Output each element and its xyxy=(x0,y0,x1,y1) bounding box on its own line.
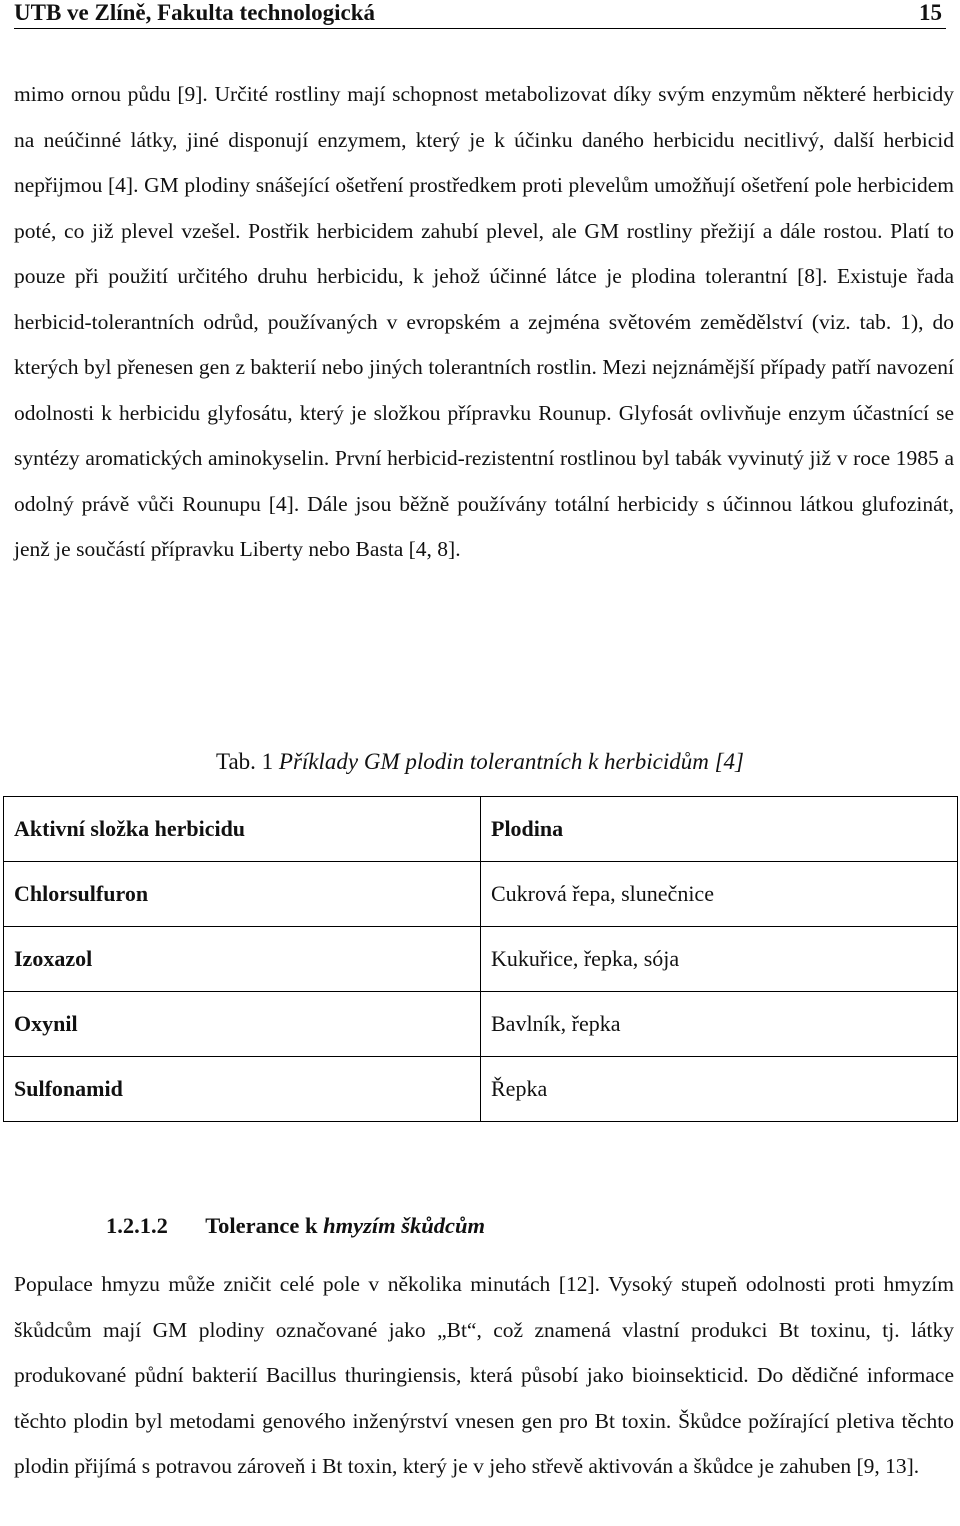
table-row xyxy=(4,1057,958,1122)
table-cell-herbicide: Chlorsulfuron xyxy=(4,862,481,927)
page-number: 15 xyxy=(919,0,942,25)
table-row xyxy=(4,992,958,1057)
table-cell-herbicide: Oxynil xyxy=(4,992,481,1057)
table-cell-crop: Cukrová řepa, slunečnice xyxy=(481,862,958,927)
table-cell-crop: Kukuřice, řepka, sója xyxy=(481,927,958,992)
section-title-prefix: Tolerance k xyxy=(205,1213,318,1238)
section-title-italic: hmyzím škůdcům xyxy=(323,1213,486,1238)
table-row xyxy=(4,927,958,992)
body-paragraph-2: Populace hmyzu může zničit celé pole v několika minutách [12]. Vysoký stupeň odolnosti proti hmyzím škůdcům mají GM plodiny označované jako „Bt“, což znamená vlastní produkci Bt toxinu, tj. látky produkované půdní bakterií Bacillus thuringiensis, která působí jako bioinsekticid. Do dědičné informace těchto plodin byl metodami genového inženýrství vnesen gen pro Bt toxin. Škůdce požírající pletiva těchto plodin přijímá s potravou zároveň i Bt toxin, který je v jeho střevě aktivován a škůdce je zahuben [9, 13]. xyxy=(14,1272,954,1478)
table-caption-label: Tab. 1 xyxy=(216,749,274,774)
table-caption-title: Příklady GM plodin tolerantních k herbicidům [4] xyxy=(278,749,744,774)
table-cell-herbicide: Sulfonamid xyxy=(4,1057,481,1122)
page-header xyxy=(14,0,946,29)
section-number: 1.2.1.2 xyxy=(106,1213,168,1238)
table-header-row xyxy=(4,797,958,862)
table-cell-crop: Bavlník, řepka xyxy=(481,992,958,1057)
table-cell-crop: Řepka xyxy=(481,1057,958,1122)
header-title: UTB ve Zlíně, Fakulta technologická xyxy=(14,0,375,25)
body-paragraph-1: mimo ornou půdu [9]. Určité rostliny mají schopnost metabolizovat díky svým enzymům některé herbicidy na neúčinné látky, jiné disponují enzymem, který je k účinku daného herbicidu necitlivý, další herbicid nepřijmou [4]. GM plodiny snášející ošetření prostředkem proti plevelům umožňují ošetření pole herbicidem poté, co již plevel vzešel. Postřik herbicidem zahubí plevel, ale GM rostliny přežijí a dále rostou. Platí to pouze při použití určitého druhu herbicidu, k jehož účinné látce je plodina tolerantní [8]. Existuje řada herbicid-tolerantních odrůd, používaných v evropském a zejména světovém zemědělství (viz. tab. 1), do kterých byl přenesen gen z bakterií nebo jiných tolerantních rostlin. Mezi nejznámější případy patří navození odolnosti k herbicidu glyfosátu, který je složkou přípravku Rounup. Glyfosát ovlivňuje enzym účastnící se syntézy aromatických aminokyselin. První herbicid-rezistentní rostlinou byl tabák vyvinutý již v roce 1985 a odolný právě vůči Rounupu [4]. Dále jsou běžně používány totální herbicidy s účinnou látkou glufozinát, jenž je součástí přípravku Liberty nebo Basta [4, 8]. xyxy=(14,82,954,561)
table-header-cell: Plodina xyxy=(481,797,958,862)
table-row xyxy=(4,862,958,927)
table-cell-herbicide: Izoxazol xyxy=(4,927,481,992)
herbicide-table xyxy=(3,796,958,1122)
section-heading xyxy=(106,1208,485,1244)
table-header-cell: Aktivní složka herbicidu xyxy=(4,797,481,862)
table-caption xyxy=(0,744,960,780)
